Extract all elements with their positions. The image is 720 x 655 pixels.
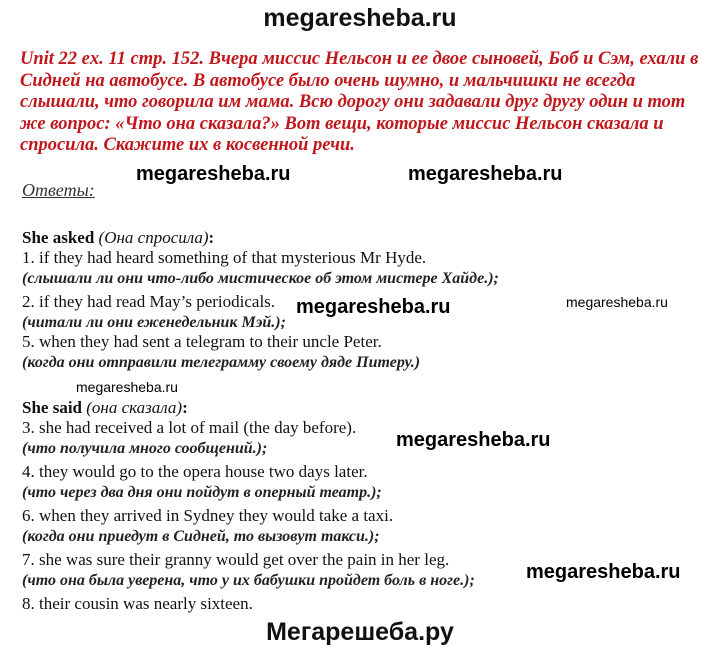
watermark: megaresheba.ru bbox=[136, 163, 291, 185]
task-line: же вопрос: «Что она сказала?» Вот вещи, которые миссис Нельсон сказала и bbox=[20, 113, 664, 134]
answer-en: 5. when they had sent a telegram to their uncle Peter. bbox=[22, 332, 382, 351]
answer-ru: (когда они приедут в Сидней, то вызовут такси.); bbox=[22, 528, 380, 545]
heading-en: She asked bbox=[22, 228, 95, 247]
site-footer: Мегарешеба.ру bbox=[266, 618, 454, 646]
answer-en: 7. she was sure their granny would get over the pain in her leg. bbox=[22, 550, 450, 569]
site-header: megaresheba.ru bbox=[263, 4, 457, 32]
heading-en: She said bbox=[22, 398, 82, 417]
answer-en: 2. if they had read May’s periodicals. bbox=[22, 292, 276, 311]
heading-ru: (Она спросила) bbox=[98, 228, 209, 247]
answer-ru: (слышали ли они что-либо мистическое об этом мистере Хайде.); bbox=[22, 270, 499, 287]
answer-en: 4. they would go to the opera house two days later. bbox=[22, 462, 368, 481]
task-line: спросила. Скажите их в косвенной речи. bbox=[20, 135, 355, 155]
answer-ru: (читали ли они еженедельник Мэй.); bbox=[22, 314, 286, 331]
watermark: megaresheba.ru bbox=[526, 561, 681, 583]
watermark: megaresheba.ru bbox=[396, 429, 551, 451]
answer-en: 1. if they had heard something of that mysterious Mr Hyde. bbox=[22, 248, 427, 267]
section-heading-asked bbox=[22, 228, 214, 248]
task-line: Unit 22 ex. 11 стр. 152. Вчера миссис Нельсон и ее двое сыновей, Боб и Сэм, ехали в bbox=[20, 49, 699, 69]
watermark: megaresheba.ru bbox=[408, 163, 563, 185]
answer-ru: (что через два дня они пойдут в оперный театр.); bbox=[22, 484, 382, 501]
heading-colon: : bbox=[182, 398, 188, 417]
task-line: слышали, что говорила им мама. Всю дорогу они задавали друг другу один и тот bbox=[20, 92, 686, 112]
task-statement bbox=[20, 49, 712, 157]
heading-ru: (она сказала) bbox=[86, 398, 183, 417]
watermark: megaresheba.ru bbox=[76, 379, 178, 395]
watermark: megaresheba.ru bbox=[566, 294, 668, 310]
answer-ru: (что она была уверена, что у их бабушки пройдет боль в ноге.); bbox=[22, 572, 475, 589]
watermark: megaresheba.ru bbox=[296, 296, 451, 318]
answer-ru: (когда они отправили телеграмму своему дяде Питеру.) bbox=[22, 354, 421, 371]
answer-en: 6. when they arrived in Sydney they would take a taxi. bbox=[22, 506, 394, 525]
answer-en: 3. she had received a lot of mail (the day before). bbox=[22, 418, 357, 437]
section-heading-said bbox=[22, 398, 188, 418]
answer-ru: (что получила много сообщений.); bbox=[22, 440, 268, 457]
answer-en: 8. their cousin was nearly sixteen. bbox=[22, 594, 253, 613]
heading-colon: : bbox=[208, 228, 215, 247]
task-line: Сидней на автобусе. В автобусе было очень шумно, и мальчишки не всегда bbox=[20, 70, 636, 91]
answers-label: Ответы: bbox=[22, 180, 95, 200]
